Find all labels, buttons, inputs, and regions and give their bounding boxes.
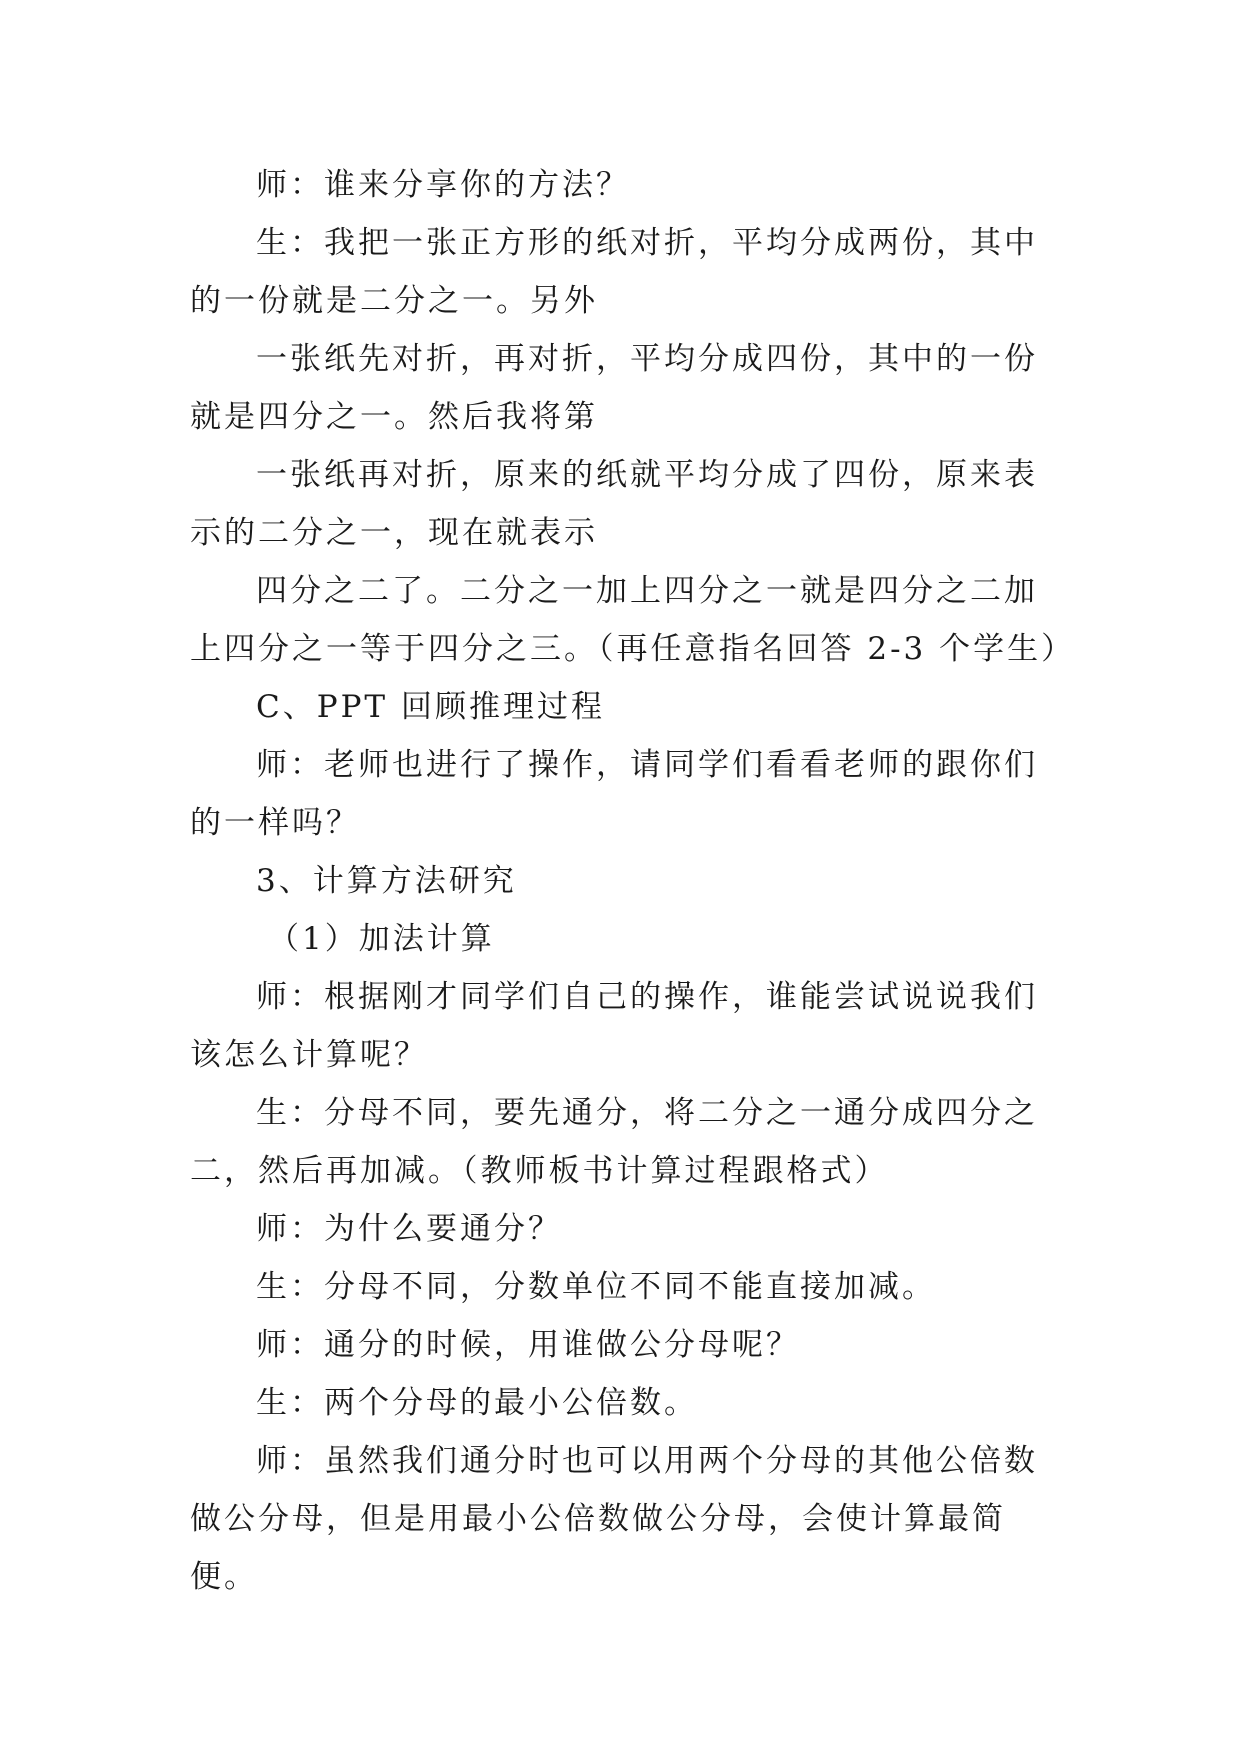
paragraph-teacher-question: 师：谁来分享你的方法？ bbox=[256, 167, 630, 203]
paragraph-student-common-denominator: 生：分母不同，要先通分，将二分之一通分成四分之二，然后再加减。（教师板书计算过程跟格式） bbox=[190, 1095, 1038, 1189]
paragraph-student-answer-2: 一张纸先对折，再对折，平均分成四份，其中的一份就是四分之一。然后我将第 bbox=[190, 341, 1038, 435]
paragraph-student-different-units: 生：分母不同，分数单位不同不能直接加减。 bbox=[256, 1269, 936, 1305]
paragraph-teacher-operation: 师：老师也进行了操作，请同学们看看老师的跟你们的一样吗？ bbox=[190, 747, 1038, 841]
paragraph-student-answer-1: 生：我把一张正方形的纸对折，平均分成两份，其中的一份就是二分之一。另外 bbox=[190, 225, 1038, 319]
paragraph-teacher-how-to-calculate: 师：根据刚才同学们自己的操作，谁能尝试说说我们该怎么计算呢？ bbox=[190, 979, 1038, 1073]
subsection-heading-addition: （1）加法计算 bbox=[268, 921, 495, 957]
paragraph-student-answer-3: 一张纸再对折，原来的纸就平均分成了四份，原来表示的二分之一，现在就表示 bbox=[190, 457, 1038, 551]
paragraph-teacher-why-common-denominator: 师：为什么要通分？ bbox=[256, 1211, 562, 1247]
paragraph-student-lcm: 生：两个分母的最小公倍数。 bbox=[256, 1385, 698, 1421]
paragraph-student-answer-4: 四分之二了。二分之一加上四分之一就是四分之二加上四分之一等于四分之三。（再任意指名回答 2-3 个学生） bbox=[190, 573, 1076, 667]
paragraph-teacher-which-denominator: 师：通分的时候，用谁做公分母呢？ bbox=[256, 1327, 800, 1363]
section-heading-calculation-methods: 3、计算方法研究 bbox=[256, 863, 517, 899]
paragraph-teacher-conclusion: 师：虽然我们通分时也可以用两个分母的其他公倍数做公分母，但是用最小公倍数做公分母，会使计算最简便。 bbox=[190, 1443, 1038, 1595]
document-body bbox=[190, 156, 1076, 1606]
section-heading-ppt-review: C、PPT 回顾推理过程 bbox=[256, 689, 605, 725]
